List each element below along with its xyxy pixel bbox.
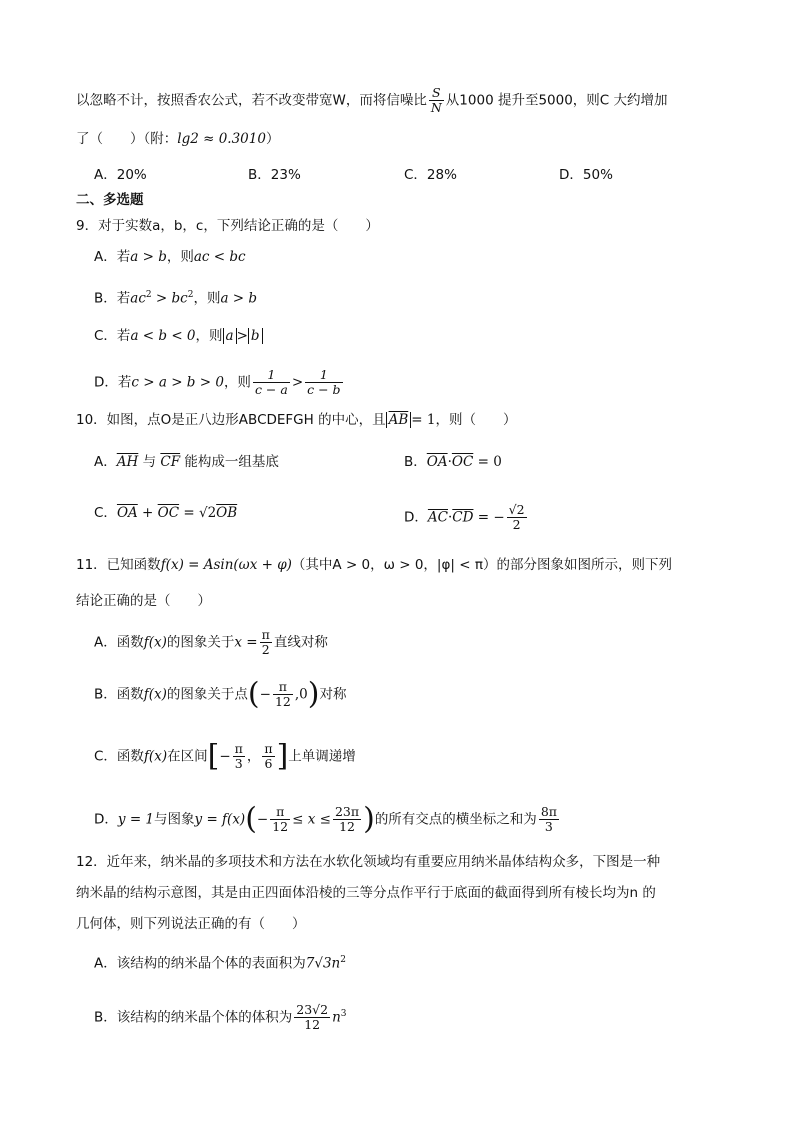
- q10-option-b: [404, 452, 502, 472]
- frac-den: 2: [512, 517, 521, 532]
- math: a > b: [220, 290, 258, 307]
- text: 10．如图，点O是正八边形ABCDEFGH 的中心，且: [76, 412, 386, 428]
- math: >: [291, 374, 304, 391]
- math: ,0: [294, 686, 308, 703]
- math: f(x) = Asin(ωx + φ): [160, 557, 292, 573]
- vector: $\overline{CD}$: [452, 509, 474, 526]
- vector: $\overline{OA}$: [426, 454, 448, 470]
- text: 对称: [319, 686, 347, 703]
- frac-num: π: [273, 680, 293, 695]
- fraction: [507, 503, 527, 532]
- text: 上单调递增: [288, 748, 356, 765]
- fraction: [253, 368, 290, 397]
- q10-option-a: [94, 452, 279, 472]
- math: a: [223, 328, 237, 344]
- frac-num: 8π: [540, 804, 557, 819]
- frac-num: π: [270, 805, 290, 820]
- frac-den: 6: [264, 756, 273, 771]
- label: A．若: [94, 249, 131, 265]
- q10-option-d: [404, 503, 529, 532]
- math: ac: [130, 290, 146, 307]
- q9-option-c: [94, 326, 263, 346]
- label: D．: [404, 509, 428, 526]
- math-sup: 3: [340, 1009, 347, 1019]
- q8-option-c: C．28%: [404, 167, 457, 183]
- fraction: [305, 368, 342, 397]
- math: n: [332, 1009, 341, 1026]
- text: 直线对称: [273, 634, 328, 651]
- vector: $\overline{OC}$: [157, 505, 180, 521]
- q8-text: ）: [265, 131, 280, 147]
- q12-option-b: [94, 1003, 347, 1032]
- fraction: [233, 742, 245, 771]
- vector: $\overline{OB}$: [216, 505, 238, 521]
- math: a < b < 0: [130, 328, 196, 344]
- math: = −: [473, 509, 505, 526]
- q8-option-d: D．50%: [559, 167, 613, 183]
- text: 的图象关于点: [166, 686, 248, 703]
- label: D．若: [94, 374, 132, 391]
- frac-den: 12: [304, 1017, 321, 1032]
- text: （其中A > 0，ω > 0，|φ| < π）的部分图象如图所示，则下列: [291, 557, 672, 573]
- vector: $\overline{OC}$: [451, 454, 474, 470]
- math: = 0: [473, 454, 502, 470]
- math: = 1: [411, 412, 436, 428]
- math: y = f(x): [194, 811, 246, 828]
- label: C．函数: [94, 748, 144, 765]
- math: x =: [234, 634, 258, 651]
- label: B．该结构的纳米晶个体的体积为: [94, 1009, 293, 1026]
- q12-line2: 纳米晶的结构示意图，其是由正四面体沿棱的三等分点作平行于底面的截面得到所有棱长均为n 的: [76, 885, 656, 901]
- fraction: [260, 628, 272, 657]
- math: f(x): [143, 634, 167, 651]
- math: +: [137, 505, 158, 521]
- vector: $\overline{OA}$: [116, 505, 138, 521]
- frac-num: 23√2: [296, 1002, 329, 1017]
- frac-num: π: [264, 741, 273, 756]
- frac-num: 23π: [334, 804, 360, 819]
- text: 能构成一组基底: [180, 454, 279, 470]
- math-sup: 2: [340, 955, 346, 965]
- text: ，则（ ）: [435, 412, 517, 428]
- q8-line1: [76, 86, 668, 115]
- math: y = 1: [117, 811, 155, 828]
- fraction: [270, 805, 290, 834]
- section-title: 二、多选题: [76, 192, 144, 208]
- frac-num: S: [429, 86, 444, 101]
- frac-den: 12: [339, 819, 355, 834]
- text: ，则: [166, 249, 194, 265]
- frac-num: π: [261, 627, 270, 642]
- vector: $\overline{AC}$: [427, 509, 448, 526]
- math: ·: [448, 509, 453, 526]
- frac-den: 2: [261, 642, 270, 657]
- fraction: [539, 805, 559, 834]
- q8-line2: [76, 129, 279, 149]
- text: ，则: [223, 374, 251, 391]
- math: > bc: [151, 290, 188, 307]
- label: B．若: [94, 290, 131, 307]
- q10-option-c: [94, 503, 237, 523]
- frac-den: 3: [234, 756, 243, 771]
- label: A．: [94, 454, 117, 470]
- text: 在区间: [167, 748, 208, 765]
- q11-option-d: D．y = 1与图象y = f(x)(− $\frac{\pi}{12}$ ≤ x ≤ $\frac{23\pi}{12}$ )的所有交点的横坐标之和为 $\frac{8\pi}{3}$: [94, 801, 557, 837]
- fraction: [273, 680, 293, 709]
- text: 11．已知函数: [76, 557, 161, 573]
- q12-line1: 12．近年来，纳米晶的多项技术和方法在水软化领域均有重要应用纳米晶体结构众多，下图是一种: [76, 854, 661, 870]
- q9-stem: 9．对于实数a，b，c，下列结论正确的是（ ）: [76, 218, 379, 234]
- q11-stem-line2: 结论正确的是（ ）: [76, 593, 211, 609]
- fraction: [333, 805, 361, 834]
- math: c > a > b > 0: [131, 374, 224, 391]
- q12-option-a: [94, 950, 346, 974]
- label: A．函数: [94, 634, 144, 651]
- math: 7√3n: [305, 955, 341, 972]
- frac-den: c − a: [254, 382, 288, 397]
- frac-den: 12: [274, 694, 291, 709]
- frac-den: N: [430, 100, 442, 115]
- vector: $\overline{AH}$: [116, 454, 139, 470]
- math: −: [259, 686, 271, 703]
- frac-num: √2: [508, 502, 525, 517]
- math: ·: [447, 454, 452, 470]
- q9-option-a: [94, 247, 246, 267]
- label: A．该结构的纳米晶个体的表面积为: [94, 955, 306, 972]
- q11-stem-line1: [76, 555, 672, 575]
- frac-den: c − b: [307, 382, 341, 397]
- text: 的所有交点的横坐标之和为: [374, 811, 537, 828]
- frac-num: 1: [305, 368, 342, 383]
- text: 的图象关于: [166, 634, 235, 651]
- vector: $\overline{AB}$: [388, 412, 409, 428]
- q8-option-b: B．23%: [248, 167, 301, 183]
- label: B．: [404, 454, 427, 470]
- q8-text: 以忽略不计，按照香农公式，若不改变带宽W，而将信噪比: [76, 92, 427, 109]
- q11-option-b: B．函数f(x)的图象关于点(− $\frac{\pi}{12}$ ,0)对称: [94, 676, 347, 712]
- snr-fraction: [429, 86, 444, 115]
- text: ，: [246, 748, 261, 765]
- q8-text: 从1000 提升至5000，则C 大约增加: [445, 92, 668, 109]
- q8-option-a: A．20%: [94, 167, 147, 183]
- math: f(x): [143, 748, 168, 765]
- text: ，则: [193, 290, 221, 307]
- q8-text: 了（ ）（附：: [76, 131, 178, 147]
- label: B．函数: [94, 686, 144, 703]
- q10-stem: [76, 410, 516, 430]
- q11-option-a: [94, 628, 328, 657]
- math: ac < bc: [193, 249, 246, 265]
- frac-den: 12: [272, 819, 289, 834]
- q12-line3: 几何体，则下列说法正确的有（ ）: [76, 916, 306, 932]
- q9-option-b: B．若$ac^2 > bc^2$，则a > b: [94, 290, 258, 307]
- text: 与: [138, 454, 161, 470]
- vector: $\overline{CF}$: [160, 454, 181, 470]
- fraction: [294, 1003, 330, 1032]
- q8-math: lg2 ≈ 0.3010: [177, 131, 266, 147]
- math: −: [256, 811, 269, 828]
- label: D．: [94, 811, 118, 828]
- fraction: [262, 742, 274, 771]
- math: b: [248, 328, 263, 344]
- q9-option-d: [94, 368, 345, 397]
- math: = √2: [179, 505, 217, 521]
- text: ，则: [195, 328, 223, 344]
- text: 与图象: [154, 811, 195, 828]
- math: a > b: [130, 249, 167, 265]
- label: C．: [94, 505, 117, 521]
- math: −: [219, 748, 231, 765]
- frac-den: 3: [544, 819, 553, 834]
- frac-num: 1: [253, 368, 290, 383]
- frac-num: π: [234, 741, 243, 756]
- label: C．若: [94, 328, 131, 344]
- math: ≤ x ≤: [292, 811, 331, 828]
- math: f(x): [143, 686, 167, 703]
- math: >: [236, 328, 248, 344]
- q11-option-c: C．函数f(x)在区间[− $\frac{\pi}{3}$ ， $\frac{\pi}{6}$ ]上单调递增: [94, 738, 356, 774]
